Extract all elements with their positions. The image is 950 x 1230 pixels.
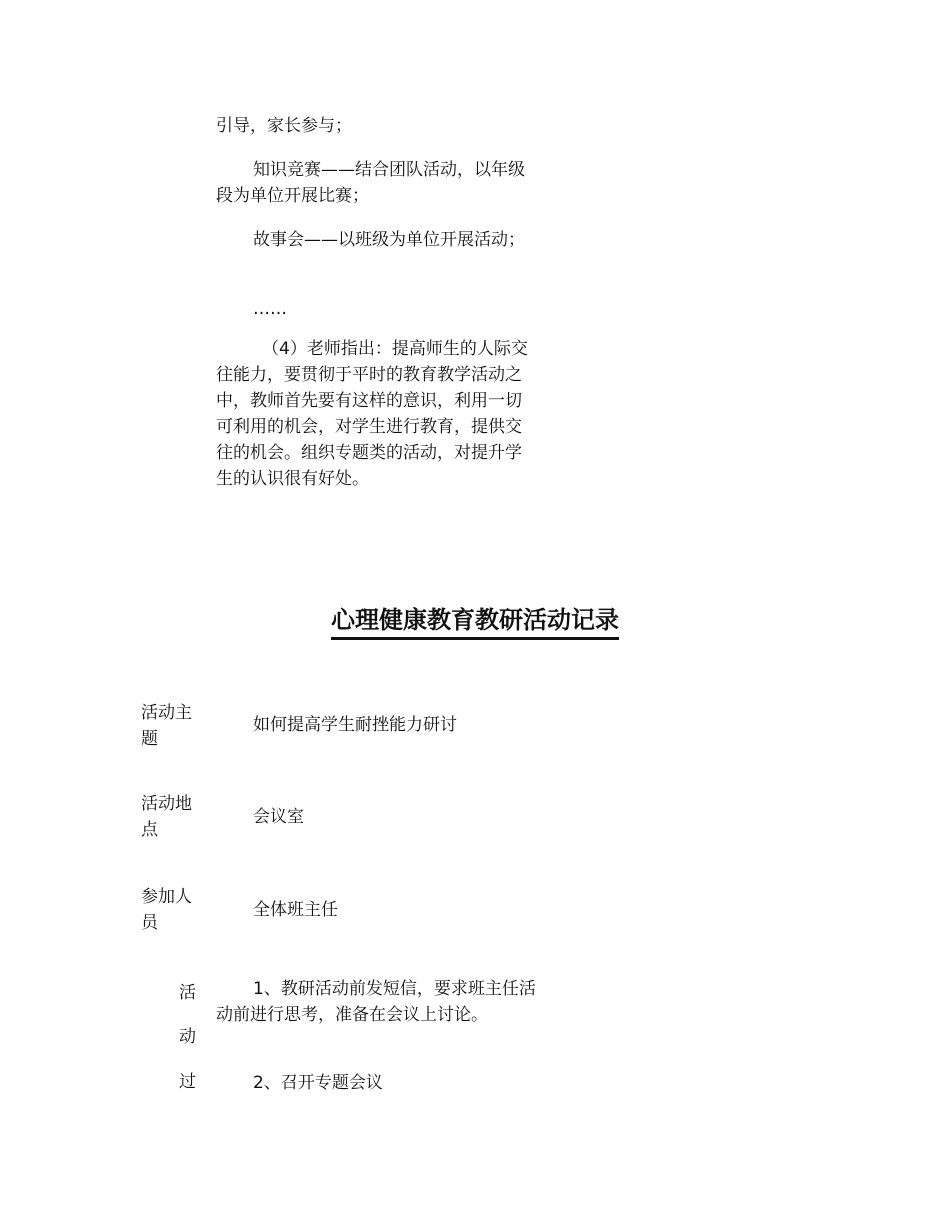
record-title-text: 心理健康教育教研活动记录 <box>331 604 619 640</box>
record-title <box>0 604 950 640</box>
label-process-char-3: 过 <box>179 1072 196 1092</box>
value-participants: 全体班主任 <box>253 900 338 920</box>
value-activity-theme: 如何提高学生耐挫能力研讨 <box>253 715 457 735</box>
paragraph-teacher-point: （4）老师指出：提高师生的人际交往能力，要贯彻于平时的教育教学活动之中，教师首先要有这样的意识，利用一切可利用的机会，对学生进行教育，提供交往的机会。组织专题类的活动，对提升学生的认识很有好处。 <box>216 339 528 489</box>
label-activity-theme: 活动主题 <box>141 703 192 749</box>
label-process-char-1: 活 <box>179 983 196 1003</box>
value-activity-location: 会议室 <box>253 807 304 827</box>
process-item-1: 1、教研活动前发短信，要求班主任活动前进行思考，准备在会议上讨论。 <box>216 979 536 1025</box>
paragraph-ellipsis: …… <box>253 299 287 319</box>
label-participants: 参加人员 <box>141 887 192 933</box>
paragraph-guidance: 引导，家长参与； <box>216 116 352 136</box>
label-process-char-2: 动 <box>179 1027 196 1047</box>
paragraph-story-session: 故事会——以班级为单位开展活动； <box>253 230 525 250</box>
process-item-2: 2、召开专题会议 <box>253 1073 383 1093</box>
label-activity-location: 活动地点 <box>141 794 192 840</box>
paragraph-knowledge-contest: 知识竞赛——结合团队活动，以年级段为单位开展比赛； <box>216 160 525 206</box>
